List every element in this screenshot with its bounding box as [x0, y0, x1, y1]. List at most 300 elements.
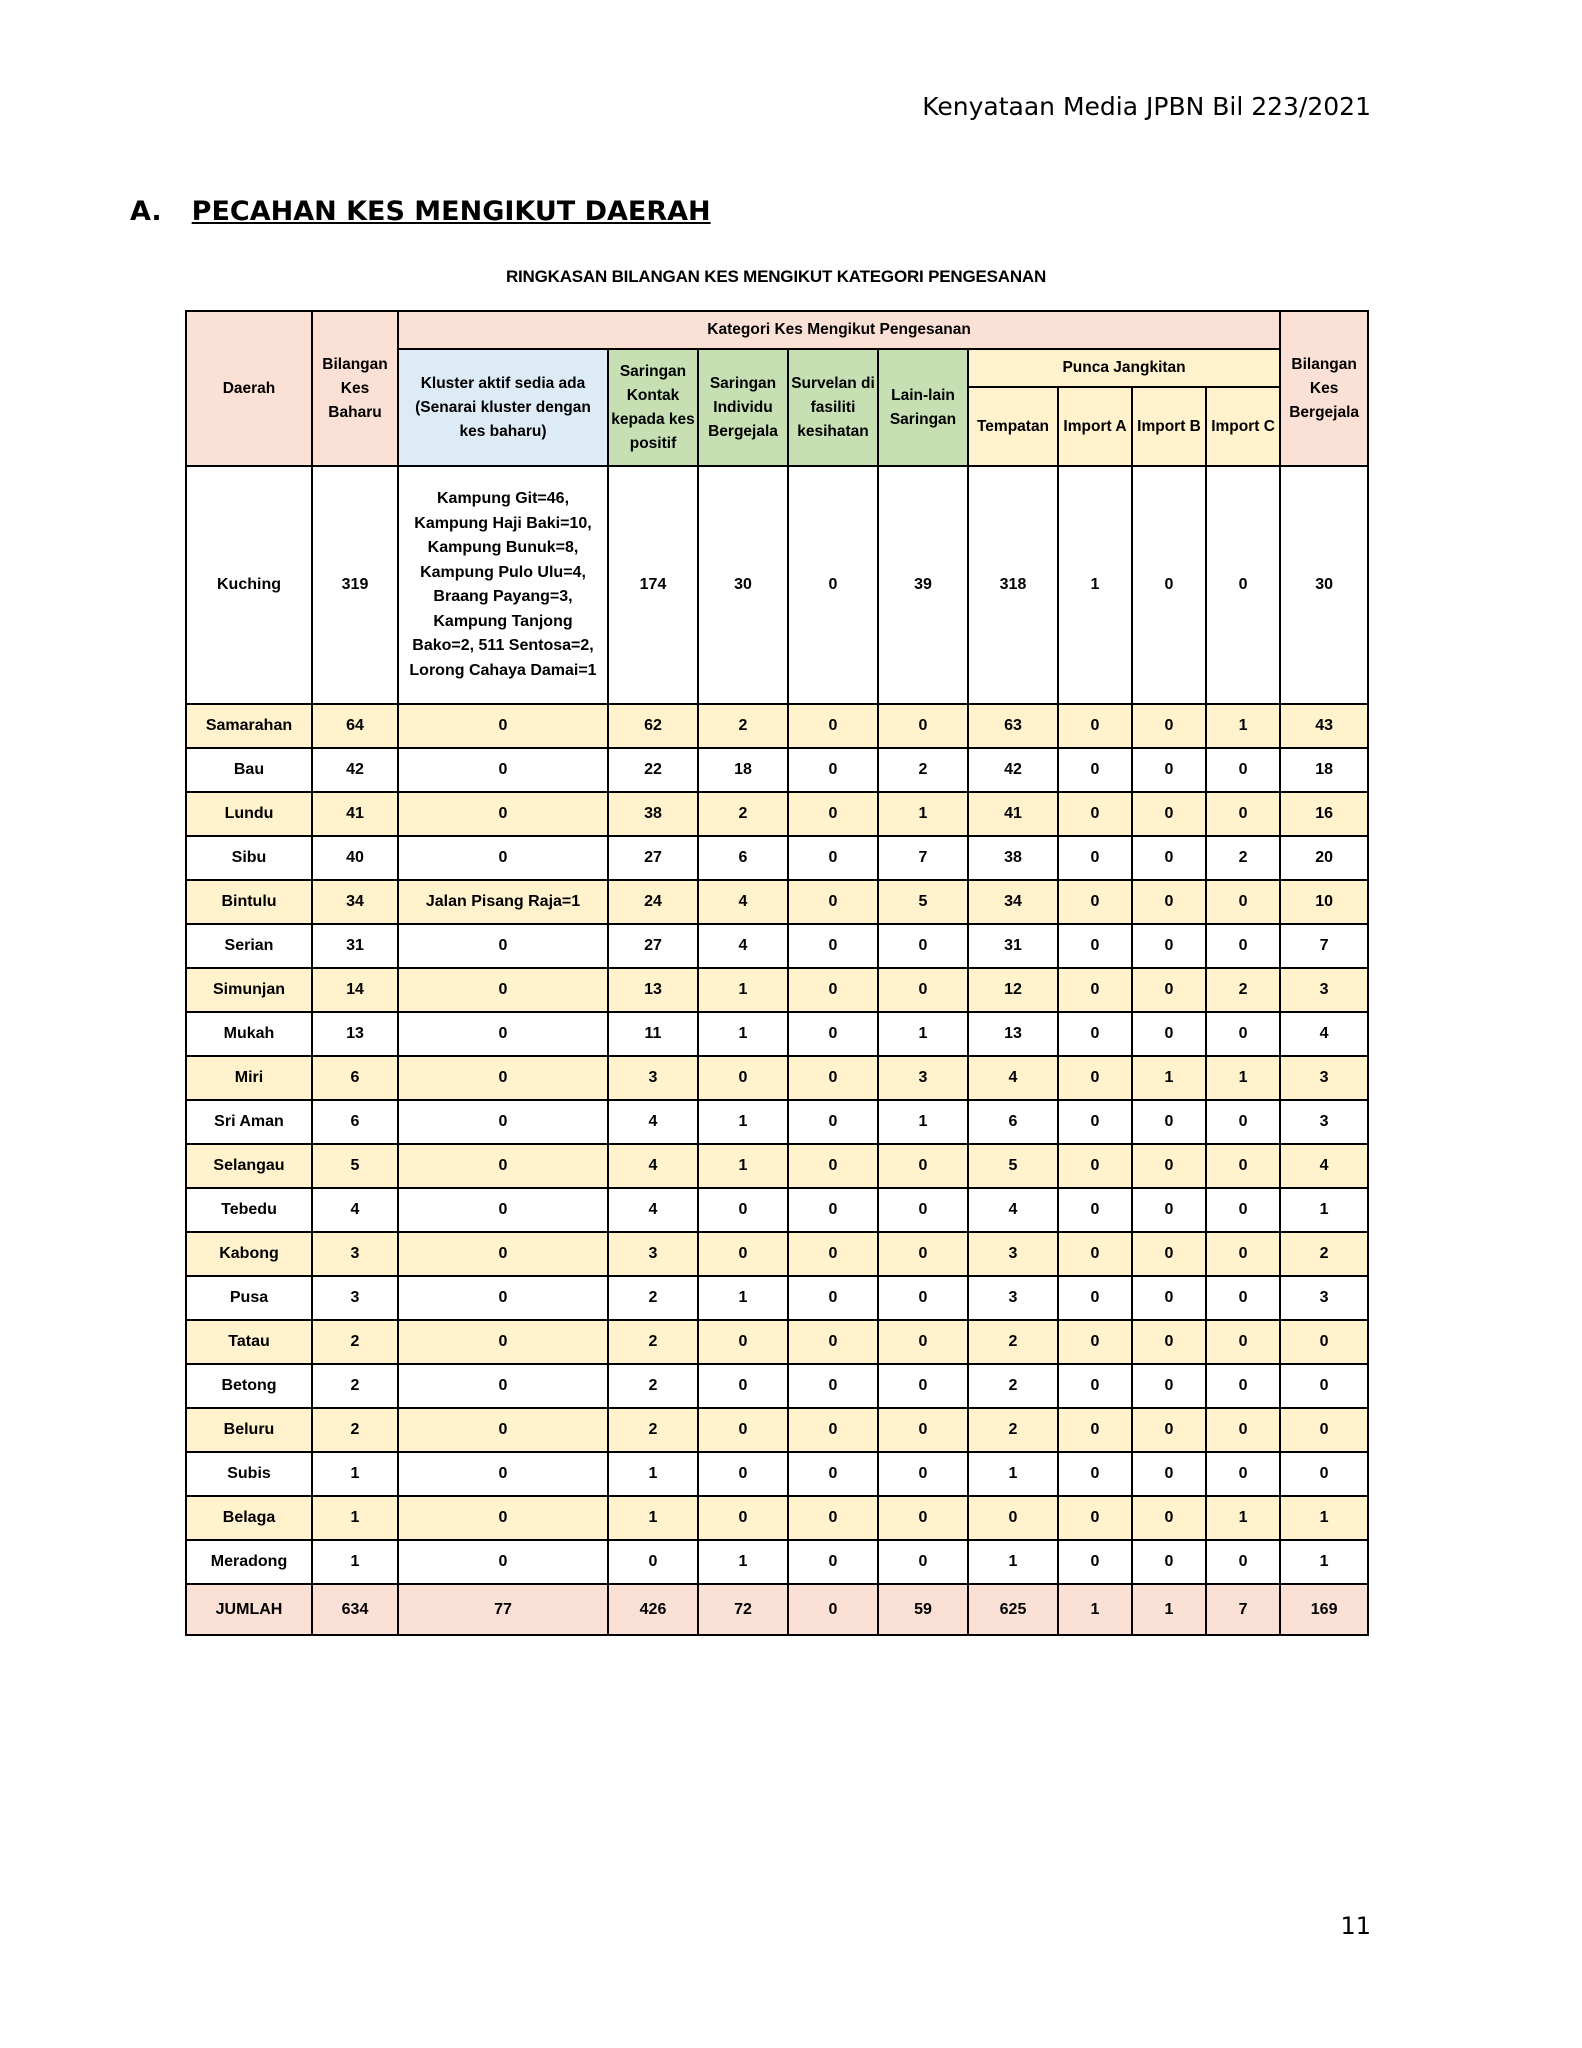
value-cell: 0: [1206, 1408, 1280, 1452]
value-cell: 2: [968, 1364, 1058, 1408]
value-cell: 0: [698, 1188, 788, 1232]
value-cell: 12: [968, 968, 1058, 1012]
value-cell: 1: [312, 1452, 398, 1496]
value-cell: 0: [698, 1452, 788, 1496]
value-cell: 0: [1132, 1452, 1206, 1496]
value-cell: 13: [312, 1012, 398, 1056]
total-cell: 634: [312, 1584, 398, 1635]
value-cell: 0: [1058, 1232, 1132, 1276]
value-cell: 3: [312, 1276, 398, 1320]
value-cell: 0: [878, 1496, 968, 1540]
col-survelan: Survelan di fasiliti kesihatan: [788, 349, 878, 466]
district-cell: Bintulu: [186, 880, 312, 924]
value-cell: 34: [312, 880, 398, 924]
value-cell: 34: [968, 880, 1058, 924]
table-row: [186, 1232, 1368, 1276]
col-saringan-kontak: Saringan Kontak kepada kes positif: [608, 349, 698, 466]
value-cell: 0: [878, 1540, 968, 1584]
value-cell: 10: [1280, 880, 1368, 924]
table-row: [186, 704, 1368, 748]
district-cell: Miri: [186, 1056, 312, 1100]
district-cell: Serian: [186, 924, 312, 968]
value-cell: 4: [698, 880, 788, 924]
value-cell: 0: [1132, 1540, 1206, 1584]
value-cell: 1: [1280, 1496, 1368, 1540]
district-cell: Belaga: [186, 1496, 312, 1540]
value-cell: 0: [788, 1408, 878, 1452]
cluster-cell: 0: [398, 1188, 608, 1232]
table-row: [186, 1408, 1368, 1452]
section-title: PECAHAN KES MENGIKUT DAERAH: [191, 196, 711, 227]
value-cell: 0: [1132, 466, 1206, 704]
value-cell: 0: [1132, 1496, 1206, 1540]
value-cell: 0: [1132, 924, 1206, 968]
value-cell: 0: [1132, 1100, 1206, 1144]
total-cell: 59: [878, 1584, 968, 1635]
cluster-cell: 0: [398, 1056, 608, 1100]
value-cell: 64: [312, 704, 398, 748]
value-cell: 0: [788, 1452, 878, 1496]
value-cell: 0: [788, 924, 878, 968]
col-group-kategori: Kategori Kes Mengikut Pengesanan: [398, 311, 1280, 349]
value-cell: 0: [1280, 1320, 1368, 1364]
value-cell: 0: [1058, 1540, 1132, 1584]
value-cell: 0: [1206, 1100, 1280, 1144]
total-label: JUMLAH: [186, 1584, 312, 1635]
value-cell: 0: [1058, 1364, 1132, 1408]
cluster-cell: 0: [398, 1276, 608, 1320]
value-cell: 0: [878, 1364, 968, 1408]
district-cell: Simunjan: [186, 968, 312, 1012]
value-cell: 1: [312, 1496, 398, 1540]
cluster-cell: 0: [398, 1496, 608, 1540]
table-row: [186, 1452, 1368, 1496]
value-cell: 0: [878, 704, 968, 748]
value-cell: 0: [1058, 704, 1132, 748]
cases-by-district-table: [185, 310, 1369, 1636]
value-cell: 11: [608, 1012, 698, 1056]
value-cell: 16: [1280, 792, 1368, 836]
value-cell: 0: [878, 1232, 968, 1276]
value-cell: 0: [968, 1496, 1058, 1540]
table-row: [186, 1364, 1368, 1408]
document-reference: Kenyataan Media JPBN Bil 223/2021: [922, 92, 1371, 121]
cluster-cell: 0: [398, 1408, 608, 1452]
table-row: [186, 1012, 1368, 1056]
value-cell: 0: [698, 1320, 788, 1364]
value-cell: 1: [1206, 704, 1280, 748]
value-cell: 2: [878, 748, 968, 792]
table-row: [186, 1276, 1368, 1320]
value-cell: 38: [608, 792, 698, 836]
value-cell: 3: [878, 1056, 968, 1100]
value-cell: 2: [312, 1364, 398, 1408]
value-cell: 1: [1206, 1056, 1280, 1100]
value-cell: 0: [1206, 1012, 1280, 1056]
value-cell: 0: [1280, 1364, 1368, 1408]
col-group-punca-jangkitan: Punca Jangkitan: [968, 349, 1280, 387]
value-cell: 4: [608, 1188, 698, 1232]
value-cell: 2: [1206, 968, 1280, 1012]
district-cell: Bau: [186, 748, 312, 792]
district-cell: Pusa: [186, 1276, 312, 1320]
value-cell: 0: [1058, 1012, 1132, 1056]
value-cell: 0: [1132, 792, 1206, 836]
value-cell: 0: [608, 1540, 698, 1584]
value-cell: 4: [312, 1188, 398, 1232]
col-bilangan-kes-bergejala: Bilangan Kes Bergejala: [1280, 311, 1368, 466]
district-cell: Tebedu: [186, 1188, 312, 1232]
cluster-cell: 0: [398, 748, 608, 792]
district-cell: Beluru: [186, 1408, 312, 1452]
value-cell: 0: [698, 1364, 788, 1408]
value-cell: 1: [968, 1452, 1058, 1496]
value-cell: 0: [1132, 1012, 1206, 1056]
value-cell: 0: [1058, 1188, 1132, 1232]
value-cell: 2: [608, 1320, 698, 1364]
value-cell: 0: [1058, 792, 1132, 836]
value-cell: 0: [1132, 704, 1206, 748]
value-cell: 3: [608, 1232, 698, 1276]
value-cell: 24: [608, 880, 698, 924]
total-cell: 426: [608, 1584, 698, 1635]
value-cell: 0: [1058, 1100, 1132, 1144]
value-cell: 4: [968, 1188, 1058, 1232]
value-cell: 0: [1132, 880, 1206, 924]
value-cell: 1: [698, 1540, 788, 1584]
col-kluster: Kluster aktif sedia ada (Senarai kluster dengan kes baharu): [398, 349, 608, 466]
cluster-cell: 0: [398, 1232, 608, 1276]
value-cell: 0: [1058, 1320, 1132, 1364]
value-cell: 1: [1132, 1056, 1206, 1100]
value-cell: 1: [878, 1100, 968, 1144]
district-cell: Tatau: [186, 1320, 312, 1364]
value-cell: 0: [1206, 1276, 1280, 1320]
value-cell: 2: [698, 792, 788, 836]
cluster-cell: 0: [398, 1012, 608, 1056]
value-cell: 0: [1132, 1320, 1206, 1364]
value-cell: 0: [788, 1056, 878, 1100]
total-cell: 0: [788, 1584, 878, 1635]
value-cell: 0: [788, 466, 878, 704]
value-cell: 0: [1058, 748, 1132, 792]
value-cell: 1: [312, 1540, 398, 1584]
value-cell: 0: [698, 1232, 788, 1276]
cluster-cell: 0: [398, 1144, 608, 1188]
value-cell: 42: [968, 748, 1058, 792]
value-cell: 0: [1280, 1452, 1368, 1496]
value-cell: 0: [1058, 1452, 1132, 1496]
value-cell: 0: [1132, 1232, 1206, 1276]
section-letter: A.: [130, 196, 162, 227]
table-row: [186, 1188, 1368, 1232]
value-cell: 2: [608, 1408, 698, 1452]
value-cell: 0: [1058, 880, 1132, 924]
value-cell: 174: [608, 466, 698, 704]
col-daerah: Daerah: [186, 311, 312, 466]
value-cell: 0: [1132, 748, 1206, 792]
col-import-c: Import C: [1206, 387, 1280, 466]
value-cell: 0: [1206, 924, 1280, 968]
district-cell: Kabong: [186, 1232, 312, 1276]
page-number: 11: [1340, 1912, 1371, 1940]
cluster-cell: 0: [398, 1540, 608, 1584]
value-cell: 0: [1206, 1232, 1280, 1276]
value-cell: 0: [788, 1364, 878, 1408]
value-cell: 1: [698, 1276, 788, 1320]
value-cell: 4: [608, 1100, 698, 1144]
value-cell: 2: [608, 1276, 698, 1320]
value-cell: 43: [1280, 704, 1368, 748]
district-cell: Subis: [186, 1452, 312, 1496]
value-cell: 3: [968, 1232, 1058, 1276]
value-cell: 1: [1058, 466, 1132, 704]
cluster-cell: 0: [398, 1452, 608, 1496]
value-cell: 0: [1058, 1056, 1132, 1100]
value-cell: 0: [1132, 836, 1206, 880]
value-cell: 0: [788, 1276, 878, 1320]
value-cell: 3: [968, 1276, 1058, 1320]
value-cell: 0: [878, 968, 968, 1012]
value-cell: 0: [788, 748, 878, 792]
cluster-cell: 0: [398, 924, 608, 968]
value-cell: 0: [878, 1320, 968, 1364]
value-cell: 2: [1206, 836, 1280, 880]
col-import-b: Import B: [1132, 387, 1206, 466]
table-row: [186, 836, 1368, 880]
value-cell: 3: [1280, 1100, 1368, 1144]
value-cell: 0: [878, 1144, 968, 1188]
col-import-a: Import A: [1058, 387, 1132, 466]
value-cell: 2: [312, 1408, 398, 1452]
district-cell: Meradong: [186, 1540, 312, 1584]
value-cell: 41: [968, 792, 1058, 836]
value-cell: 3: [312, 1232, 398, 1276]
cluster-cell: 0: [398, 1320, 608, 1364]
value-cell: 2: [698, 704, 788, 748]
value-cell: 0: [1206, 1188, 1280, 1232]
col-saringan-individu: Saringan Individu Bergejala: [698, 349, 788, 466]
total-cell: 625: [968, 1584, 1058, 1635]
value-cell: 0: [788, 792, 878, 836]
table-row: [186, 1320, 1368, 1364]
value-cell: 0: [788, 704, 878, 748]
value-cell: 0: [1058, 968, 1132, 1012]
table-caption: RINGKASAN BILANGAN KES MENGIKUT KATEGORI PENGESANAN: [505, 267, 1047, 286]
total-row: [186, 1584, 1368, 1635]
district-cell: Selangau: [186, 1144, 312, 1188]
value-cell: 42: [312, 748, 398, 792]
value-cell: 3: [1280, 1276, 1368, 1320]
value-cell: 0: [788, 968, 878, 1012]
value-cell: 0: [1206, 880, 1280, 924]
value-cell: 0: [698, 1496, 788, 1540]
cluster-cell: 0: [398, 1364, 608, 1408]
value-cell: 7: [878, 836, 968, 880]
district-cell: Mukah: [186, 1012, 312, 1056]
value-cell: 41: [312, 792, 398, 836]
value-cell: 0: [1058, 1144, 1132, 1188]
value-cell: 0: [698, 1408, 788, 1452]
value-cell: 0: [1058, 1496, 1132, 1540]
value-cell: 1: [608, 1452, 698, 1496]
value-cell: 6: [698, 836, 788, 880]
cluster-cell: Kampung Git=46, Kampung Haji Baki=10, Kampung Bunuk=8, Kampung Pulo Ulu=4, Braang Payang=3, Kampung Tanjong Bako=2, 511 Sentosa=2, Lorong Cahaya Damai=1: [398, 466, 608, 704]
value-cell: 0: [788, 1232, 878, 1276]
value-cell: 3: [608, 1056, 698, 1100]
value-cell: 0: [1206, 792, 1280, 836]
value-cell: 1: [608, 1496, 698, 1540]
table-row: [186, 880, 1368, 924]
value-cell: 0: [1058, 924, 1132, 968]
value-cell: 0: [878, 924, 968, 968]
table-row: [186, 1496, 1368, 1540]
district-cell: Kuching: [186, 466, 312, 704]
value-cell: 0: [1206, 1364, 1280, 1408]
value-cell: 0: [1206, 1540, 1280, 1584]
value-cell: 6: [312, 1100, 398, 1144]
value-cell: 14: [312, 968, 398, 1012]
total-cell: 1: [1132, 1584, 1206, 1635]
total-cell: 1: [1058, 1584, 1132, 1635]
district-cell: Lundu: [186, 792, 312, 836]
table-row: [186, 1100, 1368, 1144]
value-cell: 0: [788, 880, 878, 924]
value-cell: 63: [968, 704, 1058, 748]
value-cell: 4: [1280, 1012, 1368, 1056]
value-cell: 0: [698, 1056, 788, 1100]
col-bilangan-kes-baharu: Bilangan Kes Baharu: [312, 311, 398, 466]
value-cell: 0: [1206, 466, 1280, 704]
value-cell: 13: [608, 968, 698, 1012]
value-cell: 1: [698, 968, 788, 1012]
table-row: [186, 968, 1368, 1012]
value-cell: 20: [1280, 836, 1368, 880]
value-cell: 4: [608, 1144, 698, 1188]
value-cell: 5: [312, 1144, 398, 1188]
value-cell: 0: [1058, 836, 1132, 880]
value-cell: 30: [1280, 466, 1368, 704]
value-cell: 0: [788, 1540, 878, 1584]
value-cell: 7: [1280, 924, 1368, 968]
value-cell: 27: [608, 924, 698, 968]
cluster-cell: 0: [398, 704, 608, 748]
value-cell: 0: [788, 1144, 878, 1188]
value-cell: 1: [698, 1144, 788, 1188]
value-cell: 0: [1132, 1188, 1206, 1232]
total-cell: 169: [1280, 1584, 1368, 1635]
total-cell: 77: [398, 1584, 608, 1635]
value-cell: 0: [1132, 1276, 1206, 1320]
value-cell: 1: [878, 1012, 968, 1056]
cluster-cell: 0: [398, 792, 608, 836]
value-cell: 18: [698, 748, 788, 792]
value-cell: 0: [788, 1188, 878, 1232]
table-row: [186, 466, 1368, 704]
value-cell: 0: [1132, 1144, 1206, 1188]
value-cell: 1: [698, 1012, 788, 1056]
value-cell: 0: [788, 1100, 878, 1144]
value-cell: 318: [968, 466, 1058, 704]
value-cell: 0: [788, 1012, 878, 1056]
col-tempatan: Tempatan: [968, 387, 1058, 466]
value-cell: 4: [968, 1056, 1058, 1100]
value-cell: 0: [1132, 1408, 1206, 1452]
table-row: [186, 1540, 1368, 1584]
value-cell: 13: [968, 1012, 1058, 1056]
value-cell: 3: [1280, 1056, 1368, 1100]
table-row: [186, 1056, 1368, 1100]
value-cell: 0: [788, 1320, 878, 1364]
value-cell: 0: [878, 1188, 968, 1232]
value-cell: 0: [878, 1452, 968, 1496]
value-cell: 6: [312, 1056, 398, 1100]
value-cell: 38: [968, 836, 1058, 880]
section-heading: [130, 196, 711, 227]
value-cell: 6: [968, 1100, 1058, 1144]
district-cell: Samarahan: [186, 704, 312, 748]
district-cell: Sri Aman: [186, 1100, 312, 1144]
value-cell: 1: [878, 792, 968, 836]
cluster-cell: 0: [398, 968, 608, 1012]
cluster-cell: 0: [398, 1100, 608, 1144]
value-cell: 0: [1132, 968, 1206, 1012]
col-lain-lain: Lain-lain Saringan: [878, 349, 968, 466]
value-cell: 3: [1280, 968, 1368, 1012]
table-body: [186, 466, 1368, 1584]
value-cell: 0: [878, 1408, 968, 1452]
value-cell: 4: [698, 924, 788, 968]
value-cell: 0: [1206, 1144, 1280, 1188]
value-cell: 40: [312, 836, 398, 880]
value-cell: 31: [968, 924, 1058, 968]
value-cell: 2: [312, 1320, 398, 1364]
value-cell: 2: [1280, 1232, 1368, 1276]
district-cell: Sibu: [186, 836, 312, 880]
total-cell: 7: [1206, 1584, 1280, 1635]
value-cell: 0: [788, 1496, 878, 1540]
value-cell: 27: [608, 836, 698, 880]
cluster-cell: Jalan Pisang Raja=1: [398, 880, 608, 924]
value-cell: 2: [968, 1320, 1058, 1364]
value-cell: 0: [878, 1276, 968, 1320]
total-cell: 72: [698, 1584, 788, 1635]
value-cell: 39: [878, 466, 968, 704]
value-cell: 1: [698, 1100, 788, 1144]
table-row: [186, 792, 1368, 836]
value-cell: 0: [788, 836, 878, 880]
value-cell: 0: [1132, 1364, 1206, 1408]
value-cell: 319: [312, 466, 398, 704]
value-cell: 5: [878, 880, 968, 924]
value-cell: 1: [968, 1540, 1058, 1584]
table-row: [186, 1144, 1368, 1188]
cluster-cell: 0: [398, 836, 608, 880]
value-cell: 0: [1206, 1452, 1280, 1496]
value-cell: 0: [1058, 1276, 1132, 1320]
value-cell: 30: [698, 466, 788, 704]
value-cell: 1: [1280, 1188, 1368, 1232]
value-cell: 1: [1206, 1496, 1280, 1540]
district-cell: Betong: [186, 1364, 312, 1408]
value-cell: 0: [1058, 1408, 1132, 1452]
value-cell: 0: [1280, 1408, 1368, 1452]
table-row: [186, 924, 1368, 968]
value-cell: 31: [312, 924, 398, 968]
value-cell: 4: [1280, 1144, 1368, 1188]
value-cell: 62: [608, 704, 698, 748]
value-cell: 1: [1280, 1540, 1368, 1584]
